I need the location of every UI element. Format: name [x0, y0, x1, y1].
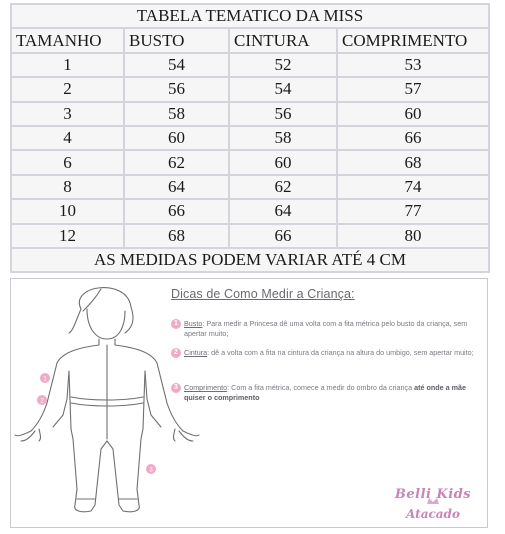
cell: 2 — [11, 77, 124, 101]
cell: 54 — [229, 77, 337, 101]
table-row — [11, 175, 489, 199]
cell: 66 — [229, 224, 337, 248]
cell: 3 — [11, 102, 124, 126]
tip-text-cintura: : dê a volta com a fita na cintura da criança na altura do umbigo, sem apertar muito; — [207, 348, 474, 357]
header-comprimento: COMPRIMENTO — [337, 28, 489, 52]
table-row — [11, 199, 489, 223]
child-outline-figure — [11, 279, 211, 529]
cell: 53 — [337, 53, 489, 77]
size-table — [10, 3, 490, 273]
cell: 6 — [11, 150, 124, 174]
svg-text:3: 3 — [149, 467, 153, 474]
tip-number-2: 2 — [171, 348, 181, 358]
figure-marker-3 — [146, 464, 156, 474]
cell: 58 — [229, 126, 337, 150]
header-cintura: CINTURA — [229, 28, 337, 52]
cell: 58 — [124, 102, 229, 126]
header-busto: BUSTO — [124, 28, 229, 52]
tip-cintura — [171, 348, 483, 358]
cell: 66 — [337, 126, 489, 150]
cell: 56 — [229, 102, 337, 126]
cell: 56 — [124, 77, 229, 101]
figure-marker-1 — [40, 373, 50, 383]
cell: 60 — [337, 102, 489, 126]
tip-bold-comprimento: até onde a mãe quiser o comprimento — [184, 383, 467, 402]
tip-label-cintura: Cintura — [184, 348, 208, 357]
tip-text-comprimento: : Com a fita métrica, comece a medir do ombro da criança — [227, 383, 415, 392]
guide-title: Dicas de Como Medir a Criança: — [171, 287, 355, 301]
cell: 80 — [337, 224, 489, 248]
cell: 4 — [11, 126, 124, 150]
tip-text-busto: : Para medir a Princesa dê uma volta com a fita métrica pelo busto da criança, sem apertar muito; — [184, 319, 468, 338]
cell: 64 — [229, 199, 337, 223]
header-tamanho: TAMANHO — [11, 28, 124, 52]
tip-label-comprimento: Comprimento — [184, 383, 228, 392]
cell: 62 — [124, 150, 229, 174]
cell: 62 — [229, 175, 337, 199]
tip-number-3: 3 — [171, 383, 181, 393]
table-row — [11, 150, 489, 174]
cell: 54 — [124, 53, 229, 77]
tip-number-1: 1 — [171, 319, 181, 329]
cell: 77 — [337, 199, 489, 223]
cell: 12 — [11, 224, 124, 248]
cell: 68 — [337, 150, 489, 174]
table-row — [11, 77, 489, 101]
svg-text:1: 1 — [43, 376, 47, 383]
cell: 52 — [229, 53, 337, 77]
cell: 64 — [124, 175, 229, 199]
table-row — [11, 126, 489, 150]
cell: 57 — [337, 77, 489, 101]
tip-comprimento — [171, 383, 483, 403]
measuring-guide — [10, 278, 488, 528]
table-footer-note: AS MEDIDAS PODEM VARIAR ATÉ 4 CM — [11, 248, 489, 272]
cell: 60 — [229, 150, 337, 174]
brand-subtitle: Atacado — [406, 507, 460, 521]
tip-label-busto: Busto — [184, 319, 203, 328]
cell: 8 — [11, 175, 124, 199]
cell: 60 — [124, 126, 229, 150]
table-title: TABELA TEMATICO DA MISS — [11, 4, 489, 28]
figure-marker-2 — [37, 395, 47, 405]
table-row — [11, 224, 489, 248]
brand-logo — [383, 485, 483, 525]
table-row — [11, 53, 489, 77]
cell: 74 — [337, 175, 489, 199]
cell: 66 — [124, 199, 229, 223]
cell: 1 — [11, 53, 124, 77]
tip-busto — [171, 319, 483, 339]
cell: 10 — [11, 199, 124, 223]
cell: 68 — [124, 224, 229, 248]
table-header-row — [11, 28, 489, 52]
table-row — [11, 102, 489, 126]
brand-name: Belli Kids — [394, 487, 472, 502]
svg-text:2: 2 — [40, 398, 44, 405]
